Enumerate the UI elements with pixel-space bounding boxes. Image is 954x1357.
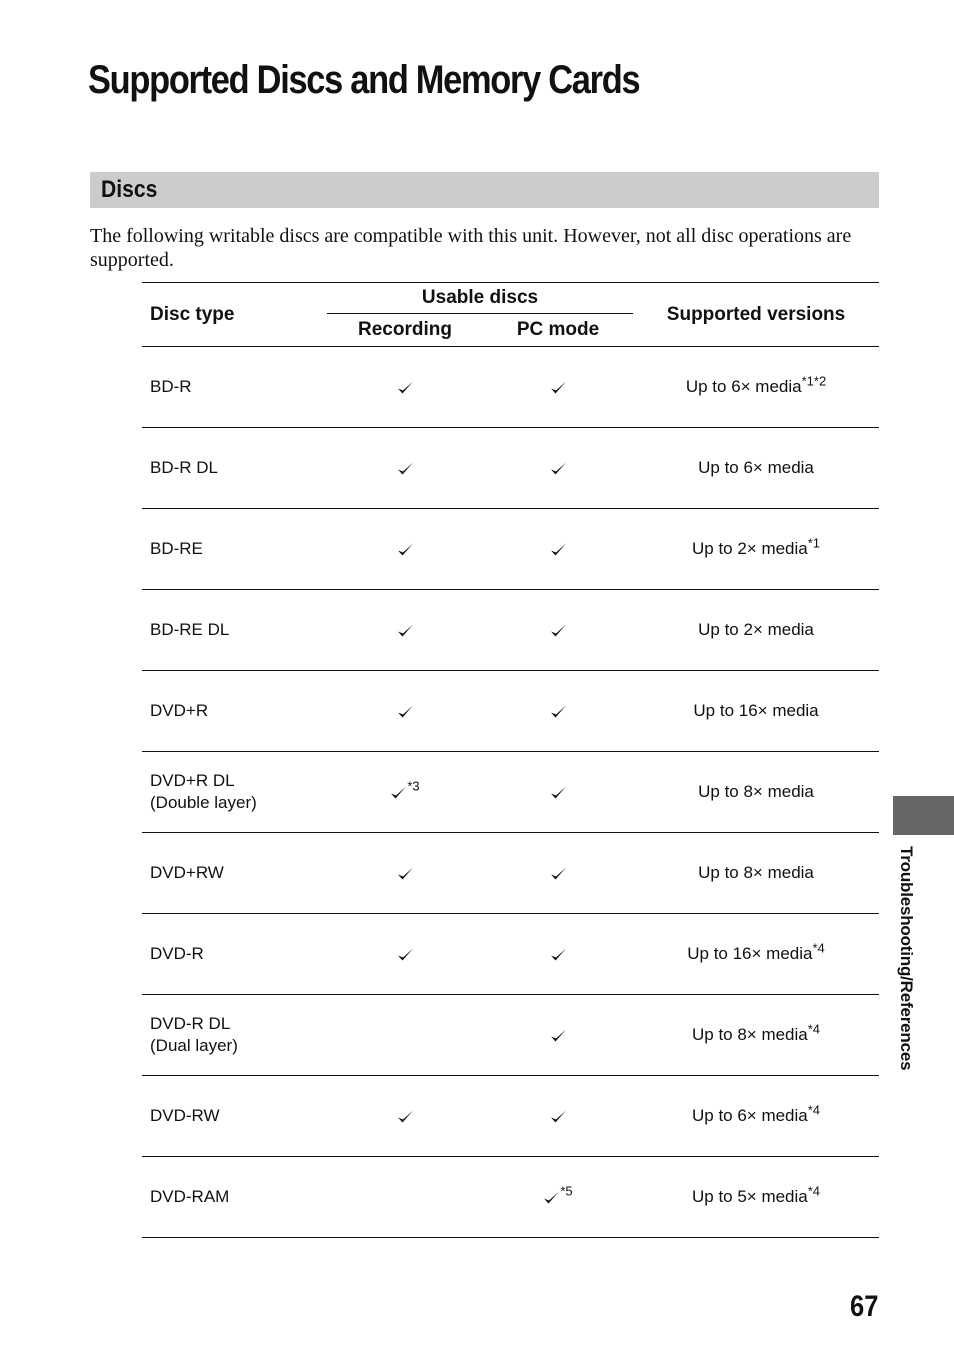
table-row bbox=[142, 428, 879, 509]
checkmark-icon bbox=[397, 539, 414, 558]
disc-type-name: DVD+RW bbox=[150, 863, 224, 882]
disc-type-name: BD-R DL bbox=[150, 458, 219, 477]
pc-mode-cell bbox=[483, 671, 633, 752]
supported-version-cell bbox=[633, 752, 879, 833]
disc-type-cell bbox=[142, 509, 327, 590]
supported-version-cell bbox=[633, 428, 879, 509]
disc-type-name: BD-RE DL bbox=[150, 620, 230, 639]
recording-cell bbox=[327, 428, 483, 509]
table-row bbox=[142, 1076, 879, 1157]
checkmark-icon bbox=[397, 944, 414, 963]
recording-cell bbox=[327, 671, 483, 752]
disc-type-name: DVD-R bbox=[150, 944, 204, 963]
checkmark-icon bbox=[550, 944, 567, 963]
supported-version-text: Up to 2× media bbox=[691, 539, 808, 558]
supported-version-text: Up to 2× media bbox=[698, 620, 814, 639]
header-disc-type: Disc type bbox=[150, 303, 235, 325]
supported-version-text: Up to 6× media bbox=[691, 1106, 808, 1125]
recording-cell bbox=[327, 833, 483, 914]
checkmark-icon bbox=[397, 701, 414, 720]
recording-cell bbox=[327, 752, 483, 833]
disc-type-cell bbox=[142, 590, 327, 671]
disc-type-name: DVD+R bbox=[150, 701, 209, 720]
supported-version-cell bbox=[633, 1157, 879, 1238]
recording-cell bbox=[327, 509, 483, 590]
checkmark-icon bbox=[397, 458, 414, 477]
checkmark-icon bbox=[550, 701, 567, 720]
checkmark-icon bbox=[397, 863, 414, 882]
recording-cell bbox=[327, 995, 483, 1076]
checkmark-icon bbox=[397, 377, 414, 396]
supported-version-cell bbox=[633, 509, 879, 590]
disc-type-name: DVD+R DL bbox=[150, 771, 235, 790]
disc-type-cell bbox=[142, 347, 327, 428]
supported-version-cell bbox=[633, 347, 879, 428]
supported-version-text: Up to 8× media bbox=[698, 863, 814, 882]
side-section-label: Troubleshooting/References bbox=[897, 846, 916, 1071]
disc-type-cell bbox=[142, 914, 327, 995]
header-supported-versions: Supported versions bbox=[666, 303, 846, 325]
footnote-ref: *4 bbox=[812, 940, 825, 956]
disc-type-name: DVD-RW bbox=[150, 1106, 220, 1125]
disc-type-cell bbox=[142, 428, 327, 509]
disc-type-name: DVD-RAM bbox=[150, 1187, 230, 1206]
disc-type-detail: (Double layer) bbox=[150, 793, 257, 812]
checkmark-icon bbox=[550, 1025, 567, 1044]
pc-mode-cell bbox=[483, 833, 633, 914]
pc-mode-cell bbox=[483, 914, 633, 995]
header-recording: Recording bbox=[358, 319, 452, 340]
recording-cell bbox=[327, 590, 483, 671]
supported-version-text: Up to 6× media bbox=[698, 458, 814, 477]
page-number: 67 bbox=[849, 1290, 878, 1323]
footnote-ref: *4 bbox=[807, 1021, 821, 1037]
supported-version-text: Up to 5× media bbox=[691, 1187, 808, 1206]
supported-version-cell bbox=[633, 590, 879, 671]
supported-version-text: Up to 6× media bbox=[685, 377, 802, 396]
recording-cell bbox=[327, 1157, 483, 1238]
footnote-ref: *5 bbox=[560, 1183, 573, 1199]
disc-type-cell bbox=[142, 833, 327, 914]
checkmark-icon bbox=[550, 863, 567, 882]
header-pc-mode: PC mode bbox=[516, 319, 600, 340]
recording-cell bbox=[327, 1076, 483, 1157]
checkmark-icon bbox=[550, 1106, 567, 1125]
page-title: Supported Discs and Memory Cards bbox=[88, 58, 640, 102]
supported-version-text: Up to 16× media bbox=[693, 701, 819, 720]
supported-version-text: Up to 8× media bbox=[691, 1025, 808, 1044]
table-row bbox=[142, 833, 879, 914]
table-row bbox=[142, 1157, 879, 1238]
checkmark-icon bbox=[397, 620, 414, 639]
pc-mode-cell bbox=[483, 1157, 633, 1238]
pc-mode-cell bbox=[483, 1076, 633, 1157]
disc-type-cell bbox=[142, 671, 327, 752]
disc-type-cell bbox=[142, 752, 327, 833]
checkmark-icon bbox=[550, 377, 567, 396]
disc-type-detail: (Dual layer) bbox=[150, 1036, 238, 1055]
disc-type-name: BD-RE bbox=[150, 539, 203, 558]
disc-type-cell bbox=[142, 1076, 327, 1157]
disc-type-cell bbox=[142, 1157, 327, 1238]
checkmark-icon bbox=[550, 458, 567, 477]
supported-version-text: Up to 16× media bbox=[687, 944, 813, 963]
pc-mode-cell bbox=[483, 995, 633, 1076]
footnote-ref: *4 bbox=[807, 1183, 821, 1199]
footnote-ref: *1 bbox=[807, 535, 821, 551]
supported-version-cell bbox=[633, 1076, 879, 1157]
pc-mode-cell bbox=[483, 347, 633, 428]
supported-version-cell bbox=[633, 671, 879, 752]
checkmark-icon bbox=[397, 1106, 414, 1125]
supported-version-cell bbox=[633, 914, 879, 995]
supported-version-cell bbox=[633, 833, 879, 914]
disc-type-name: DVD-R DL bbox=[150, 1014, 231, 1033]
intro-paragraph: The following writable discs are compatible with this unit. However, not all disc operations are supported. bbox=[90, 225, 852, 271]
table-row bbox=[142, 347, 879, 428]
header-usable-discs: Usable discs bbox=[327, 283, 633, 314]
checkmark-icon bbox=[543, 1187, 560, 1206]
checkmark-icon bbox=[550, 782, 567, 801]
disc-type-name: BD-R bbox=[150, 377, 192, 396]
supported-version-text: Up to 8× media bbox=[698, 782, 814, 801]
table-row bbox=[142, 995, 879, 1076]
table-row bbox=[142, 914, 879, 995]
pc-mode-cell bbox=[483, 590, 633, 671]
supported-version-cell bbox=[633, 995, 879, 1076]
footnote-ref: *1*2 bbox=[801, 373, 827, 389]
footnote-ref: *4 bbox=[807, 1102, 821, 1118]
disc-type-cell bbox=[142, 995, 327, 1076]
recording-cell bbox=[327, 347, 483, 428]
section-header-bar bbox=[90, 172, 879, 208]
supported-discs-table bbox=[142, 282, 879, 1238]
recording-cell bbox=[327, 914, 483, 995]
table-row bbox=[142, 590, 879, 671]
table-row bbox=[142, 509, 879, 590]
footnote-ref: *3 bbox=[407, 778, 420, 794]
pc-mode-cell bbox=[483, 428, 633, 509]
checkmark-icon bbox=[550, 539, 567, 558]
section-heading: Discs bbox=[101, 176, 158, 203]
table-row bbox=[142, 671, 879, 752]
checkmark-icon bbox=[390, 782, 407, 801]
checkmark-icon bbox=[550, 620, 567, 639]
pc-mode-cell bbox=[483, 752, 633, 833]
table-row bbox=[142, 752, 879, 833]
section-tab-marker bbox=[893, 796, 954, 835]
pc-mode-cell bbox=[483, 509, 633, 590]
